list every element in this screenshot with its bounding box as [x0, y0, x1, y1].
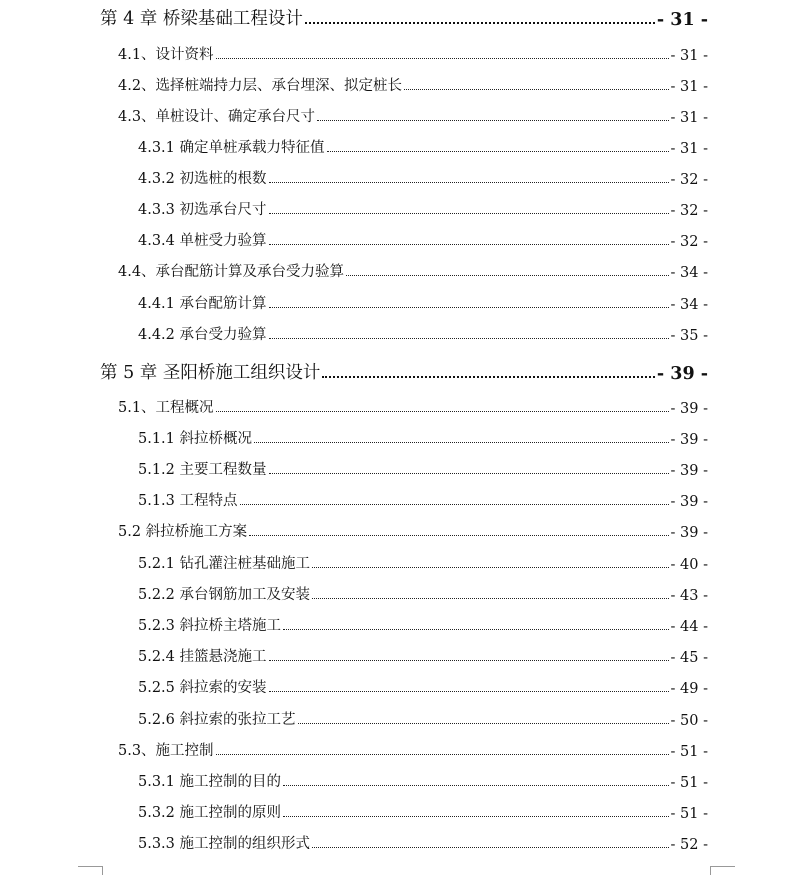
toc-page-number: - 34 -: [670, 265, 708, 281]
toc-page-number: - 31 -: [656, 10, 708, 30]
toc-entry[interactable]: [138, 230, 708, 250]
toc-page-number: - 31 -: [670, 141, 708, 157]
toc-page-number: - 32 -: [670, 234, 708, 250]
toc-leader-dots: [327, 151, 669, 152]
toc-entry-title: 5.3.1 施工控制的目的: [138, 774, 282, 790]
toc-leader-dots: [283, 816, 669, 817]
toc-entry[interactable]: [138, 428, 708, 448]
toc-leader-dots: [298, 723, 669, 724]
toc-page-number: - 52 -: [670, 837, 708, 853]
page-corner-mark-left: [78, 866, 103, 875]
toc-entry-title: 4.3.3 初选承台尺寸: [138, 202, 267, 218]
toc-entry[interactable]: [138, 709, 708, 729]
page-corner-mark-right: [710, 866, 735, 875]
toc-entry[interactable]: [138, 324, 708, 344]
toc-leader-dots: [269, 213, 669, 214]
toc-page-number: - 49 -: [670, 681, 708, 697]
toc-entry[interactable]: [138, 459, 708, 479]
toc-entry-title: 5.2.3 斜拉桥主塔施工: [138, 618, 282, 634]
toc-leader-dots: [312, 847, 669, 848]
toc-entry[interactable]: [118, 261, 708, 281]
toc-page-number: - 39 -: [670, 463, 708, 479]
toc-entry[interactable]: [138, 615, 708, 635]
toc-entry-title: 5.1.2 主要工程数量: [138, 462, 267, 478]
toc-page-number: - 31 -: [670, 79, 708, 95]
toc-entry[interactable]: [138, 137, 708, 157]
toc-entry-title: 第 4 章 桥梁基础工程设计: [100, 9, 303, 29]
toc-entry-title: 5.3、施工控制: [118, 743, 214, 759]
toc-entry[interactable]: [138, 833, 708, 853]
toc-entry-title: 5.2 斜拉桥施工方案: [118, 524, 248, 540]
toc-leader-dots: [269, 473, 669, 474]
toc-page-number: - 35 -: [670, 328, 708, 344]
toc-entry-title: 4.4、承台配筋计算及承台受力验算: [118, 264, 345, 280]
toc-entry-title: 5.2.5 斜拉索的安装: [138, 680, 267, 696]
toc-leader-dots: [312, 598, 669, 599]
toc-page-number: - 43 -: [670, 588, 708, 604]
toc-entry-title: 4.3.1 确定单桩承载力特征值: [138, 140, 325, 156]
toc-entry[interactable]: [138, 553, 708, 573]
toc-entry-title: 第 5 章 圣阳桥施工组织设计: [100, 363, 321, 383]
toc-entry[interactable]: [138, 490, 708, 510]
toc-leader-dots: [283, 785, 669, 786]
toc-entry[interactable]: [118, 521, 708, 541]
toc-entry-chapter-5[interactable]: [100, 360, 708, 384]
toc-entry-title: 4.4.1 承台配筋计算: [138, 296, 267, 312]
toc-leader-dots: [322, 376, 655, 378]
toc-entry[interactable]: [118, 397, 708, 417]
toc-leader-dots: [283, 629, 669, 630]
toc-entry[interactable]: [138, 802, 708, 822]
toc-leader-dots: [269, 307, 669, 308]
toc-entry[interactable]: [138, 677, 708, 697]
toc-entry[interactable]: [138, 293, 708, 313]
toc-leader-dots: [216, 58, 669, 59]
toc-leader-dots: [269, 244, 669, 245]
toc-leader-dots: [254, 442, 669, 443]
toc-leader-dots: [312, 567, 669, 568]
toc-entry-title: 4.3、单桩设计、确定承台尺寸: [118, 109, 316, 125]
toc-entry-title: 5.2.2 承台钢筋加工及安装: [138, 587, 311, 603]
toc-page-number: - 32 -: [670, 203, 708, 219]
toc-entry[interactable]: [138, 168, 708, 188]
toc-leader-dots: [305, 22, 655, 24]
toc-leader-dots: [317, 120, 668, 121]
toc-page-number: - 39 -: [670, 432, 708, 448]
toc-entry-title: 5.3.2 施工控制的原则: [138, 805, 282, 821]
toc-leader-dots: [269, 182, 669, 183]
toc-page-number: - 44 -: [670, 619, 708, 635]
toc-entry[interactable]: [118, 740, 708, 760]
toc-page-number: - 50 -: [670, 713, 708, 729]
toc-page-number: - 32 -: [670, 172, 708, 188]
toc-entry[interactable]: [138, 646, 708, 666]
toc-entry-title: 4.3.2 初选桩的根数: [138, 171, 267, 187]
toc-entry-title: 5.2.6 斜拉索的张拉工艺: [138, 712, 296, 728]
toc-page-number: - 31 -: [670, 48, 708, 64]
toc-entry-title: 5.1.1 斜拉桥概况: [138, 431, 253, 447]
toc-entry-title: 5.2.4 挂篮悬浇施工: [138, 649, 267, 665]
toc-entry[interactable]: [138, 771, 708, 791]
toc-page-number: - 51 -: [670, 775, 708, 791]
toc-page-number: - 51 -: [670, 806, 708, 822]
toc-leader-dots: [346, 275, 668, 276]
toc-entry[interactable]: [118, 106, 708, 126]
toc-page-number: - 31 -: [670, 110, 708, 126]
toc-entry-title: 5.1、工程概况: [118, 400, 214, 416]
toc-entry-title: 4.4.2 承台受力验算: [138, 327, 267, 343]
toc-page-number: - 45 -: [670, 650, 708, 666]
toc-leader-dots: [249, 535, 668, 536]
toc-entry-title: 4.2、选择桩端持力层、承台埋深、拟定桩长: [118, 78, 403, 94]
toc-leader-dots: [216, 411, 669, 412]
toc-entry-chapter-4[interactable]: [100, 6, 708, 30]
toc-entry-title: 4.3.4 单桩受力验算: [138, 233, 267, 249]
toc-entry-title: 5.3.3 施工控制的组织形式: [138, 836, 311, 852]
toc-entry[interactable]: [138, 584, 708, 604]
toc-leader-dots: [216, 754, 669, 755]
toc-page-number: - 39 -: [670, 401, 708, 417]
toc-page-number: - 34 -: [670, 297, 708, 313]
toc-entry[interactable]: [118, 44, 708, 64]
toc-entry-title: 4.1、设计资料: [118, 47, 214, 63]
toc-page-number: - 39 -: [656, 364, 708, 384]
toc-entry[interactable]: [118, 75, 708, 95]
toc-page-number: - 40 -: [670, 557, 708, 573]
toc-leader-dots: [404, 89, 668, 90]
toc-leader-dots: [240, 504, 669, 505]
toc-page-number: - 51 -: [670, 744, 708, 760]
toc-entry-title: 5.2.1 钻孔灌注桩基础施工: [138, 556, 311, 572]
toc-entry[interactable]: [138, 199, 708, 219]
toc-leader-dots: [269, 338, 669, 339]
toc-leader-dots: [269, 691, 669, 692]
toc-entry-title: 5.1.3 工程特点: [138, 493, 238, 509]
toc-page-number: - 39 -: [670, 494, 708, 510]
toc-leader-dots: [269, 660, 669, 661]
toc-page-number: - 39 -: [670, 525, 708, 541]
